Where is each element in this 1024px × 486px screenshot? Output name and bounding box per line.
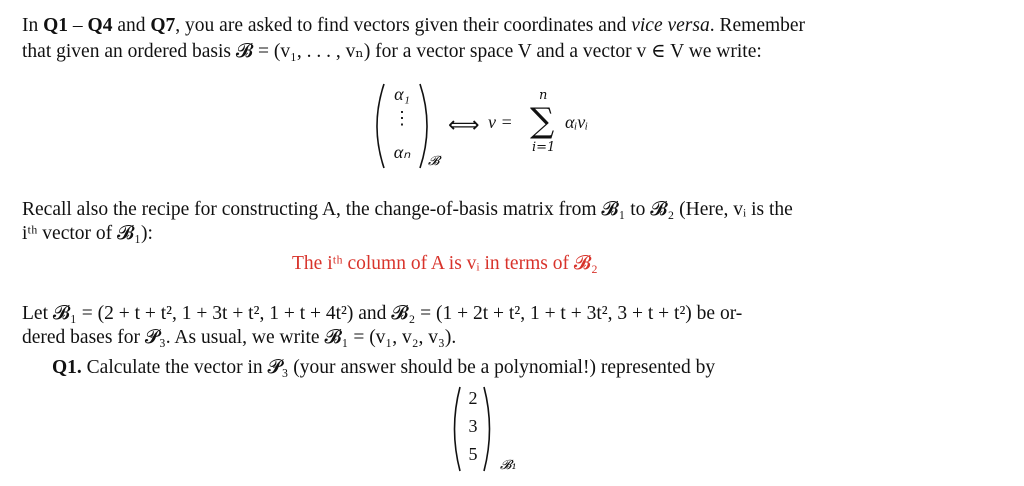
q7-ref: Q7 [150,15,176,36]
q1-entry-2: 3 [468,416,478,436]
intro-dash: – [68,15,88,36]
intro-remember: . Remember [709,15,806,36]
intro-body: , you are asked to find vectors given their coordinates and [175,15,632,36]
vice-versa: vice versa [631,15,710,36]
summand: αᵢvᵢ [565,112,589,132]
q1-coordinate-vector [448,384,498,474]
intro-line-2: that given an ordered basis 𝓑 = (v₁, . . . , vₙ) for a vector space V and a vector v ∈ V we write: [22,41,762,62]
entry-dots: ⋮ [393,108,411,128]
q1-entry-1: 2 [468,388,478,408]
q1-text: Calculate the vector in 𝓟₃ (your answer should be a polynomial!) represented by [86,357,716,378]
equivalence-arrow: ⟺ [448,112,480,137]
recipe-statement: The iᵗʰ column of A is vᵢ in terms of 𝓑₂ [292,253,598,274]
intro-and: and [112,15,151,36]
intro-line-1 [22,14,805,38]
basis-subscript: 𝓑 [428,154,440,169]
entry-alpha-1: α₁ [394,84,410,104]
summation-sign: ∑ [530,101,555,141]
sum-lower-limit: i=1 [532,140,556,155]
let-line-1: Let 𝓑₁ = (2 + t + t², 1 + 3t + t², 1 + t + 4t²) and 𝓑₂ = (1 + 2t + t², 1 + t + 3t², 3 + t + t²) be or- [22,303,743,324]
q1-entry-3: 5 [468,444,478,464]
sum-upper-limit: n [539,88,548,103]
entry-alpha-n: αₙ [393,142,411,162]
v-equals: v = [488,112,513,132]
recall-line-1: Recall also the recipe for constructing A, the change-of-basis matrix from 𝓑₁ to 𝓑₂ (Here, vᵢ is the [22,199,793,220]
recall-line-2: iᵗʰ vector of 𝓑₁): [22,223,153,244]
intro-prefix: In [22,15,44,36]
q1-question [52,356,715,380]
q4-ref: Q4 [87,15,113,36]
q1-label: Q1. [52,357,82,378]
q1-ref: Q1 [43,15,69,36]
q1-basis-subscript: 𝓑₁ [500,458,517,473]
let-line-2: dered bases for 𝓟₃. As usual, we write 𝓑₁ = (v₁, v₂, v₃). [22,327,457,348]
